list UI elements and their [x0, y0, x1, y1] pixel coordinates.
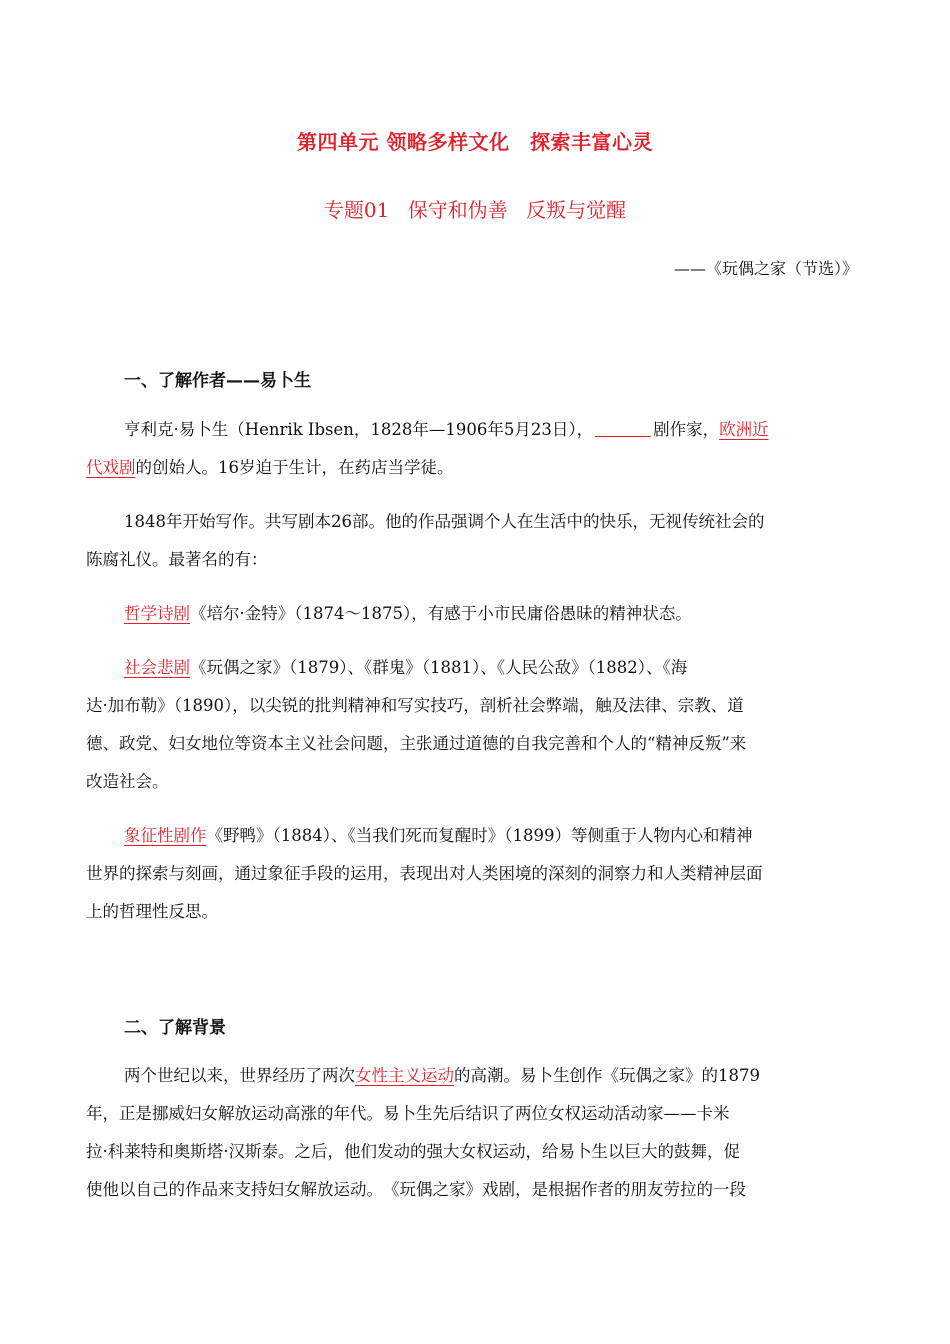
text-run: 两个世纪以来，世界经历了两次 [124, 1066, 355, 1085]
key-term: 女性主义运动 [355, 1066, 454, 1085]
fill-in-blank [595, 420, 651, 437]
paragraph-line: 陈腐礼仪。最著名的有： [86, 550, 268, 569]
paragraph-line: 世界的探索与刻画，通过象征手段的运用，表现出对人类困境的深刻的洞察力和人类精神层面 [86, 864, 763, 883]
section-heading-background: 二、了解背景 [124, 1018, 226, 1038]
paragraph-line: 上的哲理性反思。 [86, 902, 218, 921]
key-term: 象征性剧作 [124, 826, 207, 845]
text-run: 《培尔·金特》（1874～1875），有感于小市民庸俗愚昧的精神状态。 [190, 604, 692, 623]
paragraph-line [86, 595, 866, 633]
paragraph-writing-career [86, 503, 866, 579]
paragraph-line [86, 449, 866, 487]
paragraph-author-intro [86, 411, 866, 487]
text-run: 《玩偶之家》（1879）、《群鬼》（1881）、《人民公敌》（1882）、《海 [190, 658, 688, 677]
paragraph-line: 德、政党、妇女地位等资本主义社会问题，主张通过道德的自我完善和个人的“精神反叛”来 [86, 734, 747, 753]
key-term: 欧洲近 [719, 420, 769, 439]
key-term: 代戏剧 [86, 458, 136, 477]
paragraph-line [86, 1057, 866, 1095]
key-term: 哲学诗剧 [124, 604, 190, 623]
unit-title: 第四单元 领略多样文化 探索丰富心灵 [297, 130, 653, 154]
paragraph-line [86, 411, 866, 449]
paragraph-line: 改造社会。 [86, 772, 169, 791]
paragraph-background [86, 1057, 866, 1209]
section-heading-author: 一、了解作者——易卜生 [124, 371, 311, 391]
subtitle-part-1: 专题01 [323, 198, 390, 222]
topic-subtitle [0, 194, 950, 223]
text-run: 剧作家， [653, 420, 720, 439]
source-work: ——《玩偶之家（节选）》 [673, 259, 858, 278]
paragraph-line: 达·加布勒》（1890），以尖锐的批判精神和写实技巧，剖析社会弊端，触及法律、宗教、道 [86, 696, 744, 715]
subtitle-part-3: 反叛与觉醒 [526, 198, 627, 222]
subtitle-part-2: 保守和伪善 [407, 198, 508, 222]
paragraph-social-tragedy [86, 649, 866, 801]
paragraph-line [86, 817, 866, 855]
paragraph-symbolic-works [86, 817, 866, 931]
paragraph-philosophical-drama [86, 595, 866, 633]
paragraph-line [86, 649, 866, 687]
paragraph-line: 拉·科莱特和奥斯塔·汉斯泰。之后，他们发动的强大女权运动，给易卜生以巨大的鼓舞，促 [86, 1142, 740, 1161]
text-run: 《野鸭》（1884）、《当我们死而复醒时》（1899）等侧重于人物内心和精神 [206, 826, 753, 845]
text-run: 的创始人。16岁迫于生计，在药店当学徒。 [135, 458, 454, 477]
paragraph-line: 使他以自己的作品来支持妇女解放运动。 《玩偶之家》戏剧，是根据作者的朋友劳拉的一段 [86, 1180, 746, 1199]
text-run: 的高潮。易卜生创作《玩偶之家》的1879 [454, 1066, 760, 1085]
paragraph-line: 1848年开始写作。共写剧本26部。他的作品强调个人在生活中的快乐，无视传统社会的 [124, 512, 765, 531]
key-term: 社会悲剧 [124, 658, 190, 677]
paragraph-line: 年，正是挪威妇女解放运动高涨的年代。易卜生先后结识了两位女权运动活动家——卡米 [86, 1104, 730, 1123]
text-run: 亨利克·易卜生（Henrik Ibsen，1828年—1906年5月23日）， [124, 420, 594, 439]
